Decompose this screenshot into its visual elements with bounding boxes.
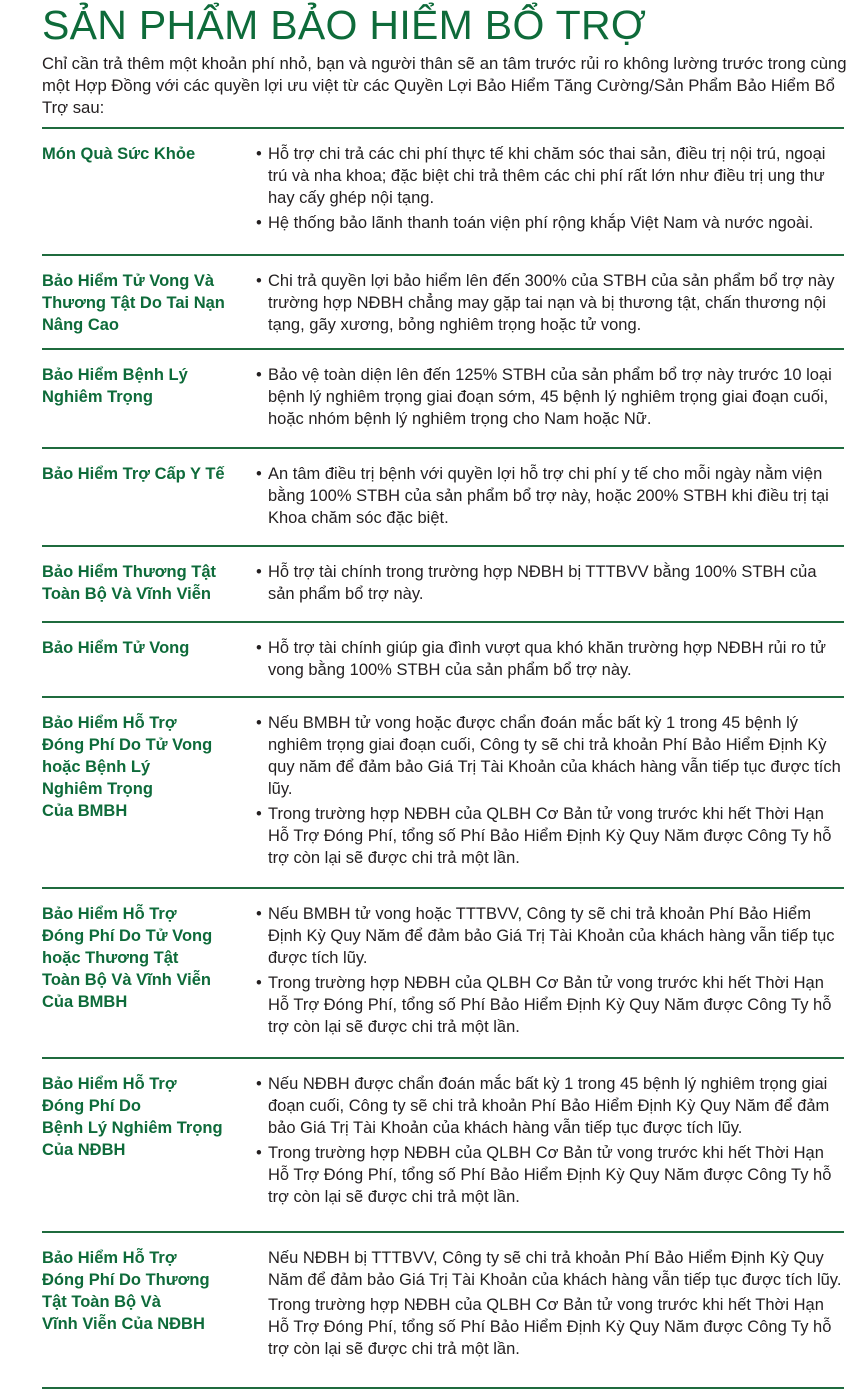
benefit-row — [42, 696, 844, 889]
intro-paragraph: Chỉ cần trả thêm một khoản phí nhỏ, bạn và người thân sẽ an tâm trước rủi ro không lường trước trong cùng một Hợp Đồng với các quyền lợi ưu việt từ các Quyền Lợi Bảo Hiểm Tăng Cường/Sản Phẩm Bảo Hiểm Bổ Trợ sau: — [42, 54, 847, 117]
benefit-bullet: • Trong trường hợp NĐBH của QLBH Cơ Bản tử vong trước khi hết Thời Hạn Hỗ Trợ Đóng Phí, tổng số Phí Bảo Hiểm Định Kỳ Quy Năm được Công Ty hỗ trợ còn lại sẽ được chi trả một lần. — [256, 1142, 846, 1208]
benefit-row — [42, 1057, 844, 1233]
benefit-row — [42, 621, 844, 698]
benefit-title: Bảo Hiểm Thương Tật Toàn Bộ Và Vĩnh Viễn — [42, 563, 217, 603]
benefit-bullet: • Nếu BMBH tử vong hoặc được chẩn đoán mắc bất kỳ 1 trong 45 bệnh lý nghiêm trọng giai đoạn cuối, Công ty sẽ chi trả khoản Phí Bảo Hiểm Định Kỳ quy năm để đảm bảo Giá Trị Tài Khoản của khách hàng vẫn tiếp tục được tích lũy. — [256, 712, 846, 800]
benefit-bullet: • Nếu BMBH tử vong hoặc TTTBVV, Công ty sẽ chi trả khoản Phí Bảo Hiểm Định Kỳ Quy Năm để đảm bảo Giá Trị Tài Khoản của khách hàng vẫn tiếp tục được tích lũy. — [256, 903, 846, 969]
benefit-description — [256, 270, 846, 339]
benefit-paragraph: Trong trường hợp NĐBH của QLBH Cơ Bản tử vong trước khi hết Thời Hạn Hỗ Trợ Đóng Phí, tổng số Phí Bảo Hiểm Định Kỳ Quy Năm được Công Ty hỗ trợ còn lại sẽ được chi trả một lần. — [268, 1296, 832, 1358]
benefit-description — [256, 903, 846, 1041]
benefit-paragraph: Nếu NĐBH bị TTTBVV, Công ty sẽ chi trả khoản Phí Bảo Hiểm Định Kỳ Quy Năm để đảm bảo Giá Trị Tài Khoản của khách hàng vẫn tiếp tục được tích lũy. — [268, 1249, 842, 1289]
benefit-row — [42, 447, 844, 547]
benefit-bullet: • Hỗ trợ chi trả các chi phí thực tế khi chăm sóc thai sản, điều trị nội trú, ngoại trú và nha khoa; đặc biệt chi trả thêm các chi phí rất lớn như điều trị ung thư hay cấy ghép nội tạng. — [256, 143, 846, 209]
benefit-title: Bảo Hiểm Hỗ Trợ Đóng Phí Do Tử Vong hoặc Thương Tật Toàn Bộ Và Vĩnh Viễn Của BMBH — [42, 905, 213, 1011]
benefit-row — [42, 887, 844, 1059]
benefit-row — [42, 545, 844, 623]
benefit-row — [42, 254, 844, 350]
benefit-title: Bảo Hiểm Hỗ Trợ Đóng Phí Do Tử Vong hoặc Bệnh Lý Nghiêm Trọng Của BMBH — [42, 714, 213, 820]
benefit-description — [256, 637, 846, 684]
benefit-description — [256, 463, 846, 532]
benefit-title: Bảo Hiểm Hỗ Trợ Đóng Phí Do Bệnh Lý Nghiêm Trọng Của NĐBH — [42, 1075, 223, 1159]
benefit-title: Bảo Hiểm Tử Vong — [42, 639, 190, 657]
benefit-row — [42, 1231, 844, 1389]
benefit-bullet: • Chi trả quyền lợi bảo hiểm lên đến 300% của STBH của sản phẩm bổ trợ này trường hợp NĐBH chẳng may gặp tai nạn và bị thương tật, chấn thương nội tạng, gãy xương, bỏng nghiêm trọng hoặc tử vong. — [256, 270, 846, 336]
benefit-title: Bảo Hiểm Tử Vong Và Thương Tật Do Tai Nạn Nâng Cao — [42, 272, 225, 334]
benefit-bullet: • Nếu NĐBH được chẩn đoán mắc bất kỳ 1 trong 45 bệnh lý nghiêm trọng giai đoạn cuối, Công ty sẽ chi trả khoản Phí Bảo Hiểm Định Kỳ Quy Năm để đảm bảo Giá Trị Tài Khoản của khách hàng vẫn tiếp tục được tích lũy. — [256, 1073, 846, 1139]
benefit-bullet: • Trong trường hợp NĐBH của QLBH Cơ Bản tử vong trước khi hết Thời Hạn Hỗ Trợ Đóng Phí, tổng số Phí Bảo Hiểm Định Kỳ Quy Năm được Công Ty hỗ trợ còn lại sẽ được chi trả một lần. — [256, 972, 846, 1038]
benefit-bullet: • Bảo vệ toàn diện lên đến 125% STBH của sản phẩm bổ trợ này trước 10 loại bệnh lý nghiêm trọng giai đoạn sớm, 45 bệnh lý nghiêm trọng giai đoạn cuối, hoặc nhóm bệnh lý nghiêm trọng cho Nam hoặc Nữ. — [256, 364, 846, 430]
benefit-title: Bảo Hiểm Bệnh Lý Nghiêm Trọng — [42, 366, 188, 406]
benefit-title: Món Quà Sức Khỏe — [42, 145, 196, 163]
benefit-description — [256, 364, 846, 433]
benefit-description — [256, 1247, 846, 1363]
benefit-row — [42, 127, 844, 250]
benefit-bullet: • Hệ thống bảo lãnh thanh toán viện phí rộng khắp Việt Nam và nước ngoài. — [256, 212, 846, 234]
benefit-bullet: • An tâm điều trị bệnh với quyền lợi hỗ trợ chi phí y tế cho mỗi ngày nằm viện bằng 100% STBH của sản phẩm bổ trợ này, hoặc 200% STBH khi điều trị tại Khoa chăm sóc đặc biệt. — [256, 463, 846, 529]
benefit-description — [256, 561, 846, 608]
benefit-title: Bảo Hiểm Trợ Cấp Y Tế — [42, 465, 225, 483]
benefit-bullet: • Trong trường hợp NĐBH của QLBH Cơ Bản tử vong trước khi hết Thời Hạn Hỗ Trợ Đóng Phí, tổng số Phí Bảo Hiểm Định Kỳ Quy Năm được Công Ty hỗ trợ còn lại sẽ được chi trả một lần. — [256, 803, 846, 869]
benefit-bullet: • Hỗ trợ tài chính trong trường hợp NĐBH bị TTTBVV bằng 100% STBH của sản phẩm bổ trợ này. — [256, 561, 846, 605]
benefit-description — [256, 1073, 846, 1211]
page-title: SẢN PHẨM BẢO HIỂM BỔ TRỢ — [42, 2, 647, 48]
benefit-row — [42, 348, 844, 449]
benefit-description — [256, 712, 846, 872]
benefit-description — [256, 143, 846, 237]
benefit-bullet: • Hỗ trợ tài chính giúp gia đình vượt qua khó khăn trường hợp NĐBH rủi ro tử vong bằng 100% STBH của sản phẩm bổ trợ này. — [256, 637, 846, 681]
benefit-title: Bảo Hiểm Hỗ Trợ Đóng Phí Do Thương Tật Toàn Bộ Và Vĩnh Viễn Của NĐBH — [42, 1249, 210, 1333]
